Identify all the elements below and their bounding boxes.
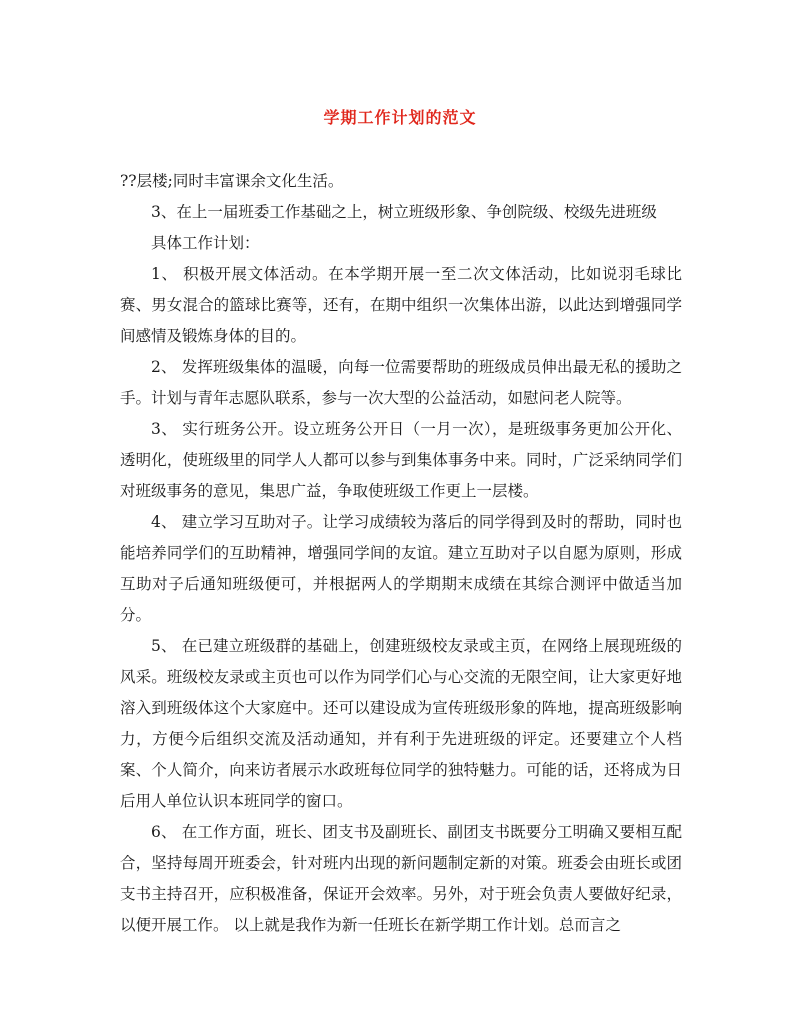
document-title: 学期工作计划的范文 bbox=[323, 108, 477, 127]
paragraph-continuation: ??层楼;同时丰富课余文化生活。 bbox=[120, 172, 344, 190]
document-body bbox=[120, 166, 682, 941]
paragraph-item-3: 3、 实行班务公开。设立班务公开日（一月一次），是班级事务更加公开化、透明化，使班级里的同学人人都可以参与到集体事务中来。同时，广泛采纳同学们对班级事务的意见，集思广益，争取使班级工作更上一层楼。 bbox=[120, 420, 682, 500]
paragraph-item-6: 6、 在工作方面，班长、团支书及副班长、副团支书既要分工明确又要相互配合，坚持每周开班委会，针对班内出现的新问题制定新的对策。班委会由班长或团支书主持召开，应积极准备，保证开会效率。另外，对于班会负责人要做好纪录，以便开展工作。 以上就是我作为新一任班长在新学期工作计划。总而言之 bbox=[120, 823, 682, 934]
paragraph-item-2: 2、 发挥班级集体的温暖，向每一位需要帮助的班级成员伸出最无私的援助之手。计划与青年志愿队联系，参与一次大型的公益活动，如慰问老人院等。 bbox=[120, 358, 682, 407]
paragraph-plan-heading: 具体工作计划： bbox=[151, 234, 260, 252]
paragraph-item-1: 1、 积极开展文体活动。在本学期开展一至二次文体活动，比如说羽毛球比赛、男女混合的篮球比赛等，还有，在期中组织一次集体出游，以此达到增强同学间感情及锻炼身体的目的。 bbox=[120, 265, 682, 345]
paragraph-goal-3: 3、在上一届班委工作基础之上，树立班级形象、争创院级、校级先进班级 bbox=[151, 203, 657, 221]
paragraph-item-4: 4、 建立学习互助对子。让学习成绩较为落后的同学得到及时的帮助，同时也能培养同学们的互助精神，增强同学间的友谊。建立互助对子以自愿为原则，形成互助对子后通知班级便可，并根据两人的学期期末成绩在其综合测评中做适当加分。 bbox=[120, 513, 682, 624]
paragraph-item-5: 5、 在已建立班级群的基础上，创建班级校友录或主页，在网络上展现班级的风采。班级校友录或主页也可以作为同学们心与心交流的无限空间，让大家更好地溶入到班级体这个大家庭中。还可以建设成为宣传班级形象的阵地，提高班级影响力，方便今后组织交流及活动通知，并有利于先进班级的评定。还要建立个人档案、个人简介，向来访者展示水政班每位同学的独特魅力。可能的话，还将成为日后用人单位认识本班同学的窗口。 bbox=[120, 637, 682, 810]
